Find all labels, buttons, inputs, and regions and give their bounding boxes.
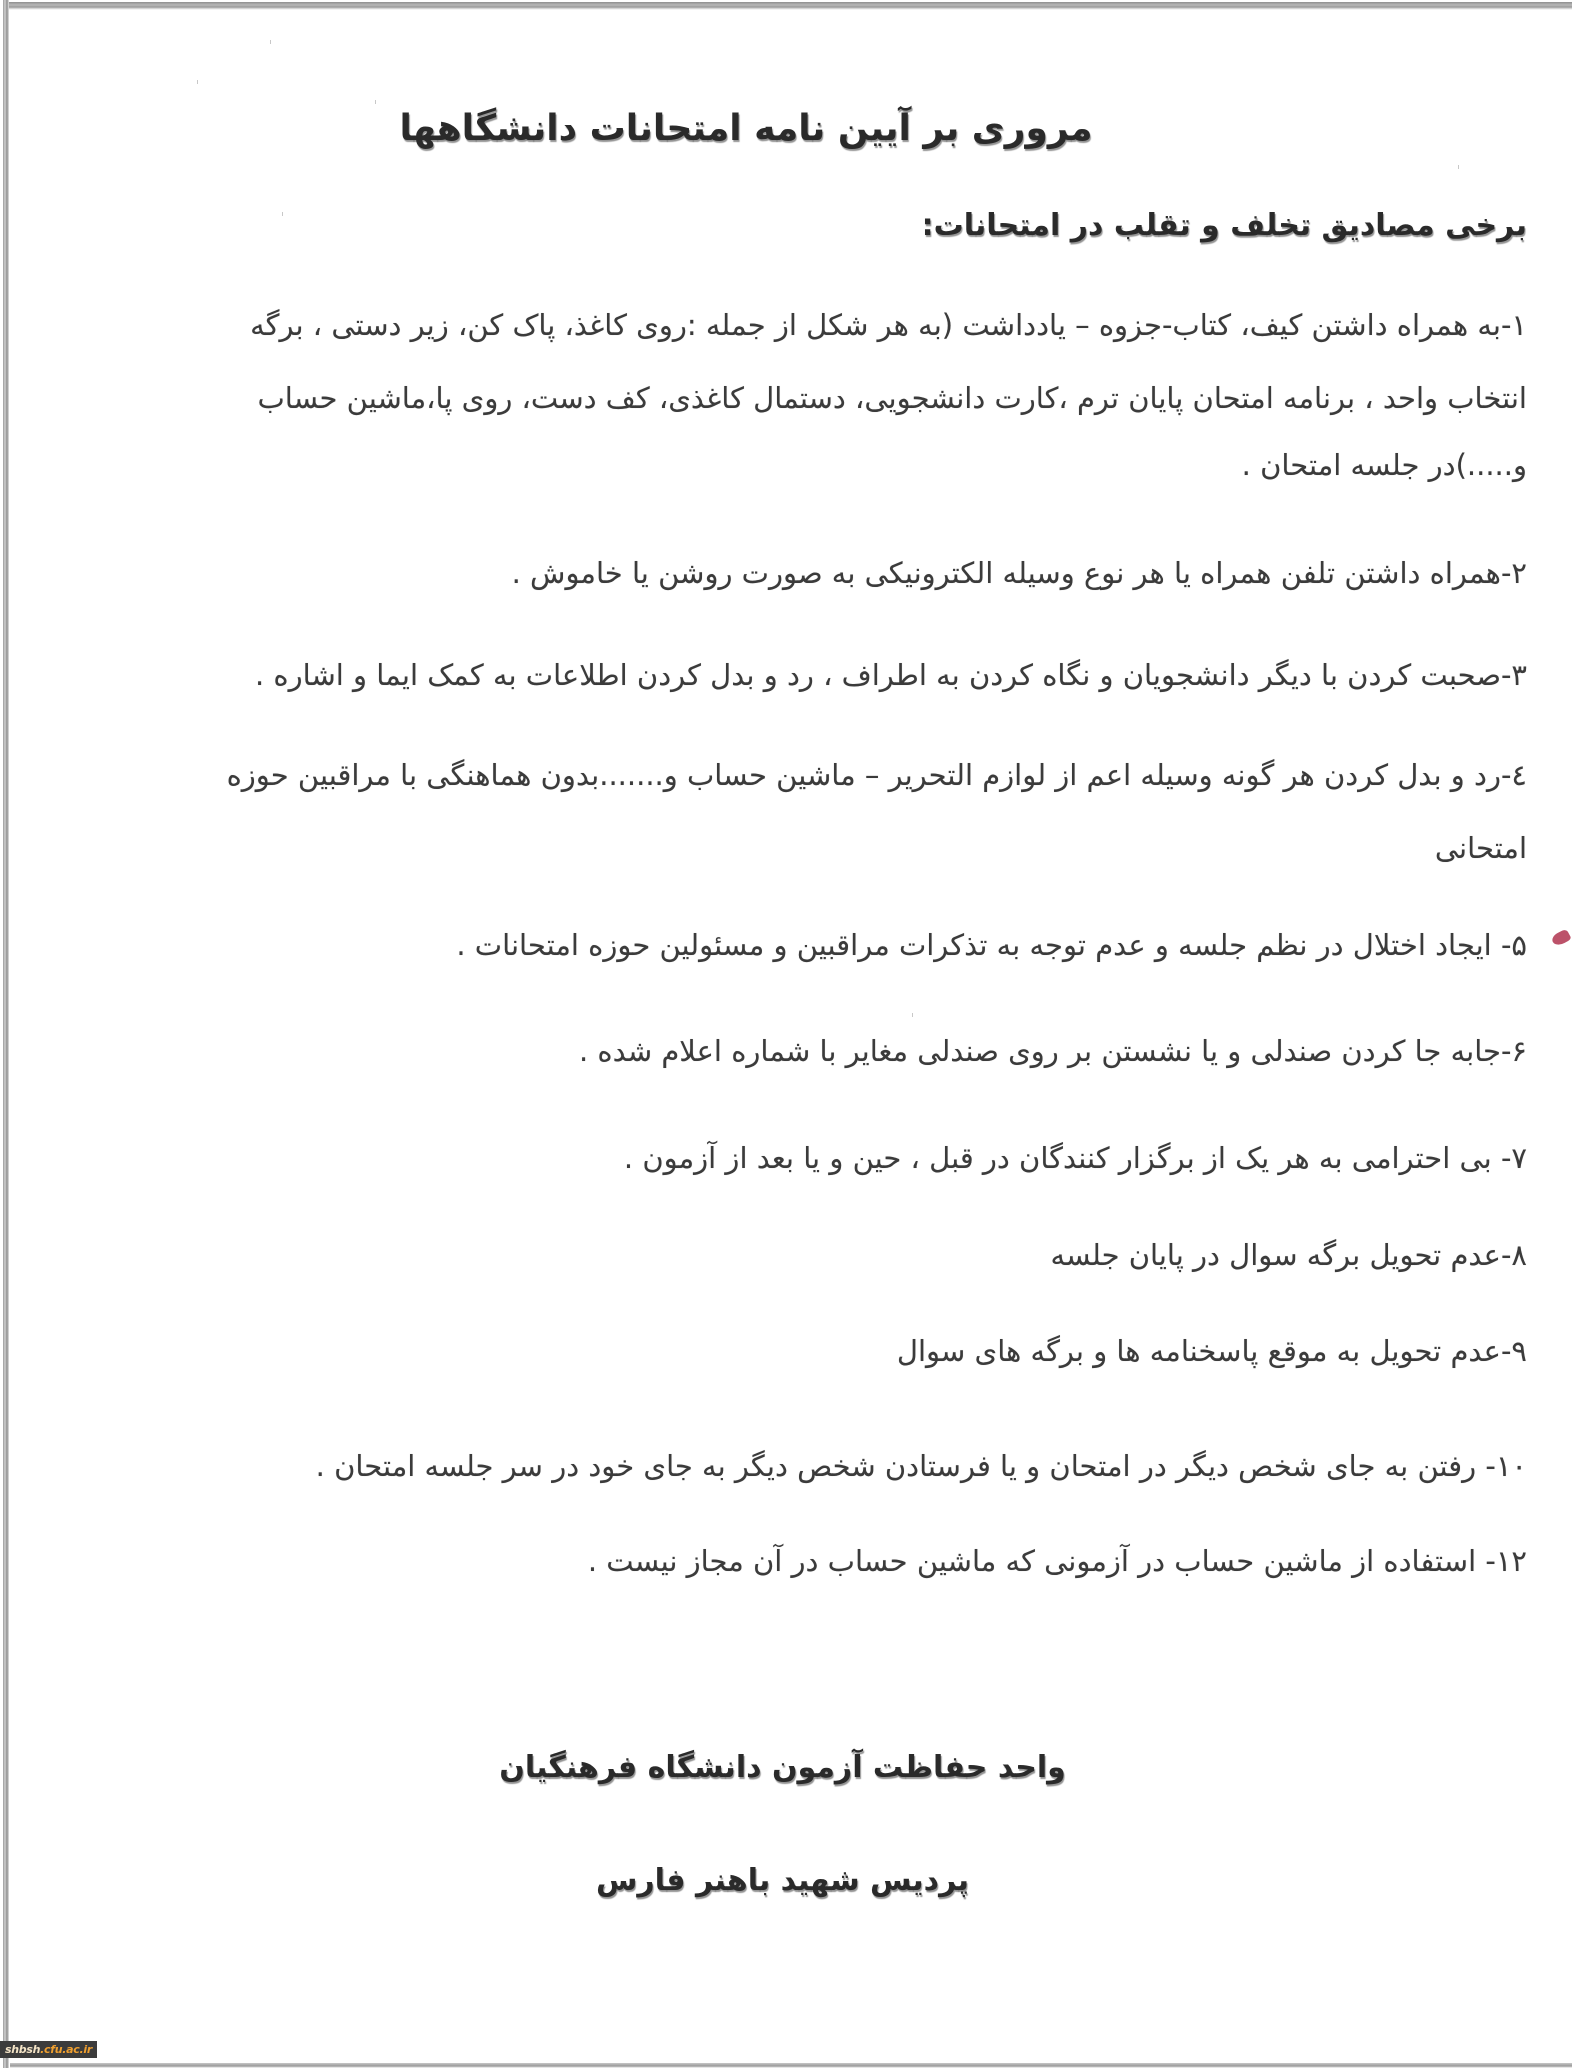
- list-item-line: ۱۰- رفتن به جای شخص دیگر در امتحان و یا فرستادن شخص دیگر به جای خود در سر جلسه امتحان .: [315, 1449, 1527, 1483]
- signature-unit: واحد حفاظت آزمون دانشگاه فرهنگیان: [499, 1750, 1066, 1785]
- list-item-line: و.....)در جلسه امتحان .: [1241, 448, 1527, 482]
- list-item-line: انتخاب واحد ، برنامه امتحان پایان ترم ،کارت دانشجویی، دستمال کاغذی، کف دست، روی پا،ماشین حساب: [257, 381, 1527, 415]
- signature-campus: پردیس شهید باهنر فارس: [595, 1863, 970, 1898]
- list-item-line: ۱-به همراه داشتن کیف، کتاب-جزوه – یادداشت (به هر شکل از جمله :روی کاغذ، پاک کن، زیر دستی ، برگه: [250, 308, 1527, 342]
- watermark-domain: .cfu.ac.ir: [40, 2043, 92, 2056]
- section-heading: برخی مصادیق تخلف و تقلب در امتحانات:: [921, 208, 1527, 243]
- list-item-line: ۲-همراه داشتن تلفن همراه یا هر نوع وسیله الکترونیکی به صورت روشن یا خاموش .: [511, 556, 1527, 590]
- list-item-line: ۸-عدم تحویل برگه سوال در پایان جلسه: [1050, 1238, 1527, 1272]
- list-item-line: ۹-عدم تحویل به موقع پاسخنامه ها و برگه های سوال: [896, 1334, 1527, 1368]
- list-item-line: ۳-صحبت کردن با دیگر دانشجویان و نگاه کردن به اطراف ، رد و بدل کردن اطلاعات به کمک ایما و اشاره .: [255, 658, 1527, 692]
- watermark-host: shbsh: [5, 2043, 41, 2056]
- scan-speck: [1458, 165, 1459, 169]
- list-item-line: امتحانی: [1434, 831, 1527, 865]
- scan-border-bottom: [10, 2063, 1572, 2068]
- scan-border-top: [0, 0, 1572, 10]
- list-item-line: ۷- بی احترامی به هر یک از برگزار کنندگان در قبل ، حین و یا بعد از آزمون .: [623, 1141, 1527, 1175]
- list-item-line: ۱۲- استفاده از ماشین حساب در آزمونی که ماشین حساب در آن مجاز نیست .: [587, 1544, 1527, 1578]
- scan-speck: [375, 100, 376, 104]
- list-item-line: ۵- ایجاد اختلال در نظم جلسه و عدم توجه به تذکرات مراقبین و مسئولین حوزه امتحانات .: [456, 928, 1527, 962]
- scan-speck: [197, 80, 198, 84]
- list-item-line: ٤-رد و بدل کردن هر گونه وسیله اعم از لوازم التحریر – ماشین حساب و.......بدون هماهنگی با مراقبین حوزه: [226, 758, 1527, 792]
- scan-speck: [270, 40, 271, 44]
- scan-speck: [282, 212, 283, 216]
- site-watermark: [0, 2041, 97, 2058]
- ink-mark: [1550, 928, 1572, 947]
- document-title: مروری بر آیین نامه امتحانات دانشگاهها: [399, 108, 1093, 149]
- scan-speck: [912, 1013, 913, 1017]
- list-item-line: ۶-جابه جا کردن صندلی و یا نشستن بر روی صندلی مغایر با شماره اعلام شده .: [578, 1034, 1527, 1068]
